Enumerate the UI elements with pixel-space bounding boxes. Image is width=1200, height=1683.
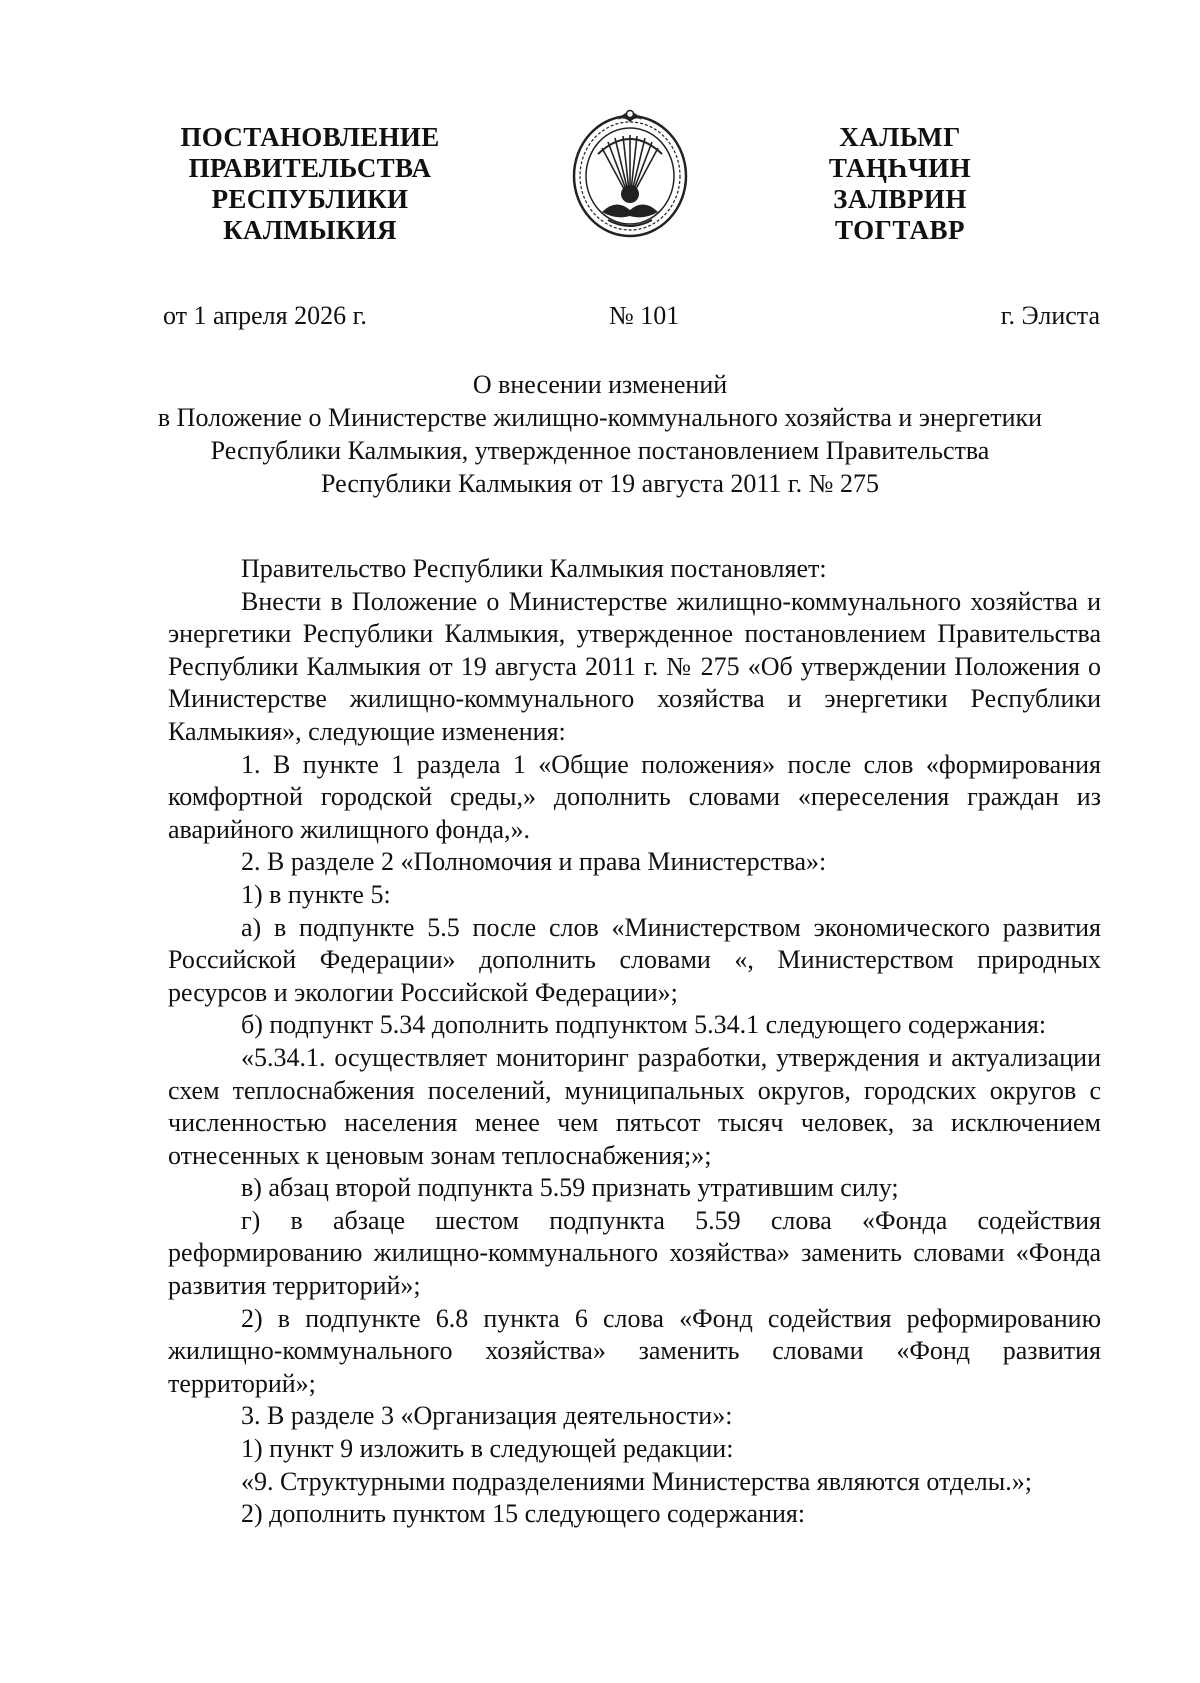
- header-left-line: ПОСТАНОВЛЕНИЕ: [180, 122, 440, 152]
- header-left-line: РЕСПУБЛИКИ: [211, 184, 409, 214]
- paragraph: г) в абзаце шестом подпункта 5.59 слова «Фонда содействия реформированию жилищно-коммунального хозяйства» заменить словами «Фонда развития территорий»;: [168, 1205, 1101, 1301]
- paragraph: 2. В разделе 2 «Полномочия и права Министерства»:: [241, 847, 827, 877]
- paragraph: «9. Структурными подразделениями Министерства являются отделы.»;: [241, 1466, 1032, 1496]
- paragraph: Правительство Республики Калмыкия постановляет:: [241, 554, 827, 583]
- header-right-line: ТОГТАВР: [835, 215, 965, 245]
- header-right-line: ТАҢҺЧИН: [828, 153, 972, 183]
- header-right-line: ЗАЛВРИН: [833, 184, 967, 214]
- title-line: О внесении изменений: [472, 370, 728, 399]
- paragraph: Внести в Положение о Министерстве жилищно-коммунального хозяйства и энергетики Республики Калмыкия, утвержденное постановлением Правительства Республики Калмыкия от 19 августа 2011 г. № 275 «Об утверждении Положения о Министерстве жилищно-коммунального хозяйства и энергетики Республики Калмыкия», следующие изменения:: [168, 586, 1101, 746]
- title-line: в Положение о Министерстве жилищно-коммунального хозяйства и энергетики: [157, 403, 1043, 432]
- document-city: г. Элиста: [1000, 301, 1100, 330]
- header-right-line: ХАЛЬМГ: [839, 122, 961, 152]
- paragraph: б) подпункт 5.34 дополнить подпунктом 5.34.1 следующего содержания:: [241, 1010, 1047, 1040]
- header-right-title: [800, 122, 1000, 246]
- header-left-title: [150, 122, 470, 246]
- paragraph: 2) дополнить пунктом 15 следующего содержания:: [241, 1499, 806, 1529]
- paragraph: 1) пункт 9 изложить в следующей редакции:: [241, 1434, 734, 1464]
- paragraph: 3. В разделе 3 «Организация деятельности»:: [241, 1401, 733, 1431]
- header-left-line: ПРАВИТЕЛЬСТВА: [188, 153, 432, 183]
- paragraph: 1. В пункте 1 раздела 1 «Общие положения» после слов «формирования комфортной городской среды,» дополнить словами «переселения граждан из аварийного жилищного фонда,».: [168, 749, 1101, 844]
- document-meta-row: [163, 301, 1100, 335]
- paragraph: 1) в пункте 5:: [241, 879, 391, 909]
- paragraph: «5.34.1. осуществляет мониторинг разработки, утверждения и актуализации схем теплоснабжения поселений, муниципальных округов, городских округов с численностью населения менее чем пятьсот тысяч человек, за исключением отнесенных к ценовым зонам теплоснабжения;»;: [168, 1042, 1101, 1170]
- title-line: Республики Калмыкия, утвержденное постановлением Правительства: [210, 436, 990, 465]
- paragraph: 2) в подпункте 6.8 пункта 6 слова «Фонд содействия реформированию жилищно-коммунального хозяйства» заменить словами «Фонд развития территорий»;: [168, 1303, 1101, 1398]
- title-line: Республики Калмыкия от 19 августа 2011 г. № 275: [321, 469, 879, 498]
- document-date: от 1 апреля 2026 г.: [163, 301, 367, 330]
- kalmykia-emblem-icon: [568, 102, 692, 242]
- paragraph: в) абзац второй подпункта 5.59 признать утратившим силу;: [241, 1173, 899, 1203]
- document-number: № 101: [609, 301, 680, 330]
- document-title: [120, 368, 1080, 500]
- document-body: [168, 553, 1101, 1531]
- header-left-line: КАЛМЫКИЯ: [223, 215, 397, 245]
- paragraph: а) в подпункте 5.5 после слов «Министерством экономического развития Российской Федерации» дополнить словами «, Министерством природных ресурсов и экологии Российской Федерации»;: [168, 912, 1101, 1007]
